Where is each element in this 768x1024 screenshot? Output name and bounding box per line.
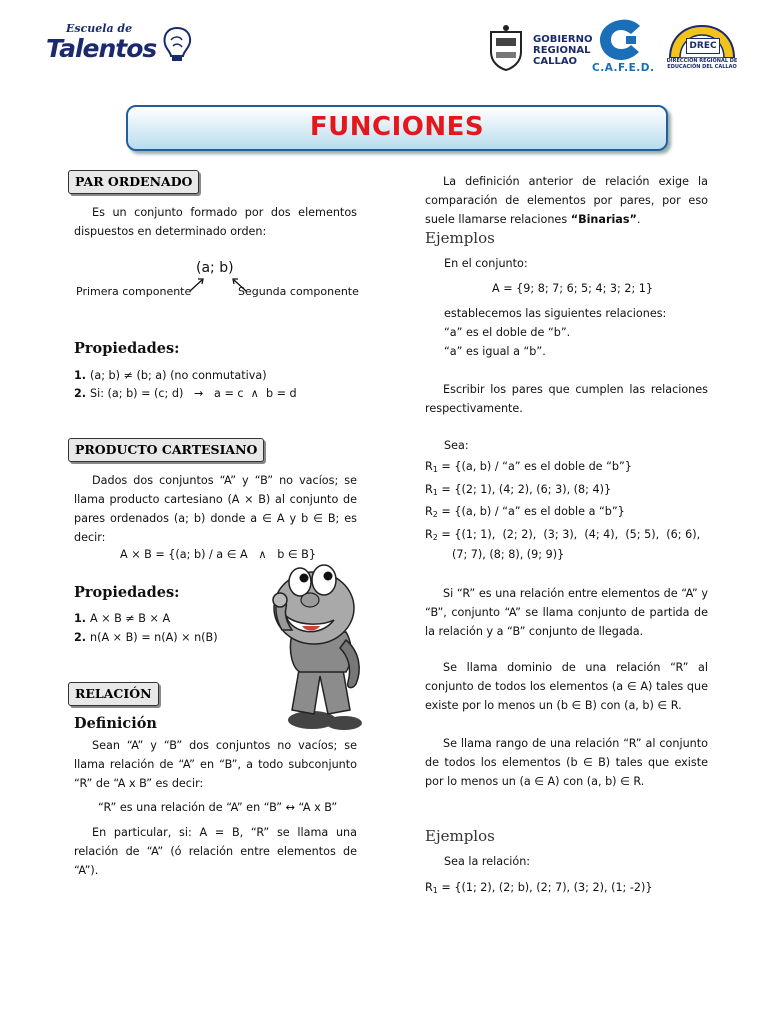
cafed-text: C.A.F.E.D.	[592, 62, 655, 74]
prop1-num-2: 2.	[74, 387, 87, 400]
section-badge-producto-cartesiano: PRODUCTO CARTESIANO	[68, 438, 264, 462]
relacion-particular-text: En particular, si: A = B, “R” se llama una relación de “A” (ó relación entre elementos de “A”).	[74, 826, 357, 877]
component-arrows	[74, 258, 364, 306]
r1-values: $R_1 = \{(2$; 1), (4; 2), (6; 3), (8; 4)}	[425, 483, 612, 497]
cafed-logo	[592, 18, 660, 74]
logo-main-text: Talentos	[46, 34, 157, 63]
logo-top-text: Escuela de	[66, 22, 133, 35]
section-badge-par-ordenado: PAR ORDENADO	[68, 170, 199, 194]
establecemos-text: establecemos las siguientes relaciones:	[444, 307, 667, 320]
conjunto-label: En el conjunto:	[444, 257, 528, 270]
r1-example-values: $R_1 = \{(1$; 2), (2; b), (2; 7), (3; 2), (1; -2)}	[425, 881, 653, 895]
r2-values-line-1: $R_2 = \{(1$; 1), (2; 2), (3; 3), (4; 4), (5; 5), (6; 6),	[425, 528, 701, 542]
rango-text: Se llama rango de una relación “R” al conjunto de todos los elementos (b ∈ B) tales que existe por lo menos un (a ∈ A) con (a, b) ∈ R.	[425, 737, 708, 788]
propiedades-heading-2: Propiedades:	[74, 584, 180, 601]
ejemplos-heading-2: Ejemplos	[425, 827, 495, 845]
lightbulb-head-icon	[160, 26, 194, 64]
cafed-c-icon	[596, 18, 648, 62]
pair-diagram	[74, 258, 364, 306]
prop1-item-2: 2. Si: (a; b) = (c; d) → a = c ∧ b = d	[74, 385, 297, 403]
dominio-text: Se llama dominio de una relación “R” al conjunto de todos los elementos (a ∈ A) tales que existe por lo menos un (b ∈ B) con (a, b) ∈ R.	[425, 661, 708, 712]
producto-cartesiano-text: Dados dos conjuntos “A” y “B” no vacíos; se llama producto cartesiano (A × B) al conjunto de pares ordenados (a; b) donde a ∈ A y b ∈ B; es decir:	[74, 474, 357, 544]
section-badge-relacion: RELACIÓN	[68, 682, 159, 706]
drec-logo	[666, 24, 738, 74]
prop2-item-1: 1. A × B ≠ B × A	[74, 610, 170, 628]
relacion-definition-text: Sean “A” y “B” dos conjuntos no vacíos; se llama relación de “A” en “B”, a todo subconjunto “R” de “A x B” es decir:	[74, 739, 357, 790]
escribir-pares-text: Escribir los pares que cumplen las relaciones respectivamente.	[425, 383, 708, 415]
sea-label: Sea:	[444, 439, 469, 452]
conjunto-a-set: A = {9; 8; 7; 6; 5; 4; 3; 2; 1}	[492, 282, 654, 295]
relacion-formula: “R” es una relación de “A” en “B” ↔ “A x B”	[98, 801, 338, 814]
prop2-item-2: 2. n(A × B) = n(A) × n(B)	[74, 629, 218, 647]
propiedades-heading-1: Propiedades:	[74, 340, 180, 357]
r2-values-line-2: (7; 7), (8; 8), (9; 9)}	[452, 548, 565, 561]
par-ordenado-text: Es un conjunto formado por dos elementos dispuestos en determinado orden:	[74, 206, 357, 238]
coat-of-arms-icon	[487, 24, 525, 72]
gov-line-1: GOBIERNO	[533, 34, 593, 45]
title-banner	[126, 105, 668, 151]
prop2-num-1: 1.	[74, 612, 87, 625]
ejemplos-heading-1: Ejemplos	[425, 229, 495, 247]
producto-formula: A × B = {(a; b) / a ∈ A ∧ b ∈ B}	[120, 548, 316, 561]
prop1-item-1: 1. (a; b) ≠ (b; a) (no conmutativa)	[74, 367, 267, 385]
drec-line-1: DIRECCIÓN REGIONAL DE	[666, 58, 738, 64]
thinking-mascot-illustration	[262, 560, 370, 732]
second-component-label: Segunda componente	[238, 285, 359, 298]
definicion-heading: Definición	[74, 715, 157, 732]
gobierno-regional-callao-logo	[487, 24, 593, 74]
gov-line-2: REGIONAL	[533, 45, 591, 56]
r1-definition: $R_1 = \{(a$, b) / “a” es el doble de “b”}	[425, 460, 632, 474]
drec-line-2: EDUCACIÓN DEL CALLAO	[667, 64, 737, 70]
prop1-num-1: 1.	[74, 369, 87, 382]
relation-doble: “a” es el doble de “b”.	[444, 326, 571, 339]
first-component-label: Primera componente	[76, 285, 192, 298]
gov-line-3: CALLAO	[533, 56, 578, 67]
r2-definition: $R_2 = \{(a$, b) / “a” es el doble a “b”}	[425, 505, 625, 519]
relation-igual: “a” es igual a “b”.	[444, 345, 546, 358]
page-title: FUNCIONES	[309, 112, 485, 142]
drec-badge: DREC	[686, 38, 720, 54]
escuela-de-talentos-logo	[44, 22, 194, 72]
pair-label: (a; b)	[196, 260, 234, 276]
partida-llegada-text: Si “R” es una relación entre elementos de “A” y “B”, conjunto “A” se llama conjunto de partida de la relación y a “B” conjunto de llegada.	[425, 587, 708, 638]
binarias-paragraph: La definición anterior de relación exige la comparación de elementos por pares, por eso suele llamarse relaciones “Binarias”.	[425, 175, 708, 226]
sea-la-relacion: Sea la relación:	[444, 855, 531, 868]
prop2-num-2: 2.	[74, 631, 87, 644]
